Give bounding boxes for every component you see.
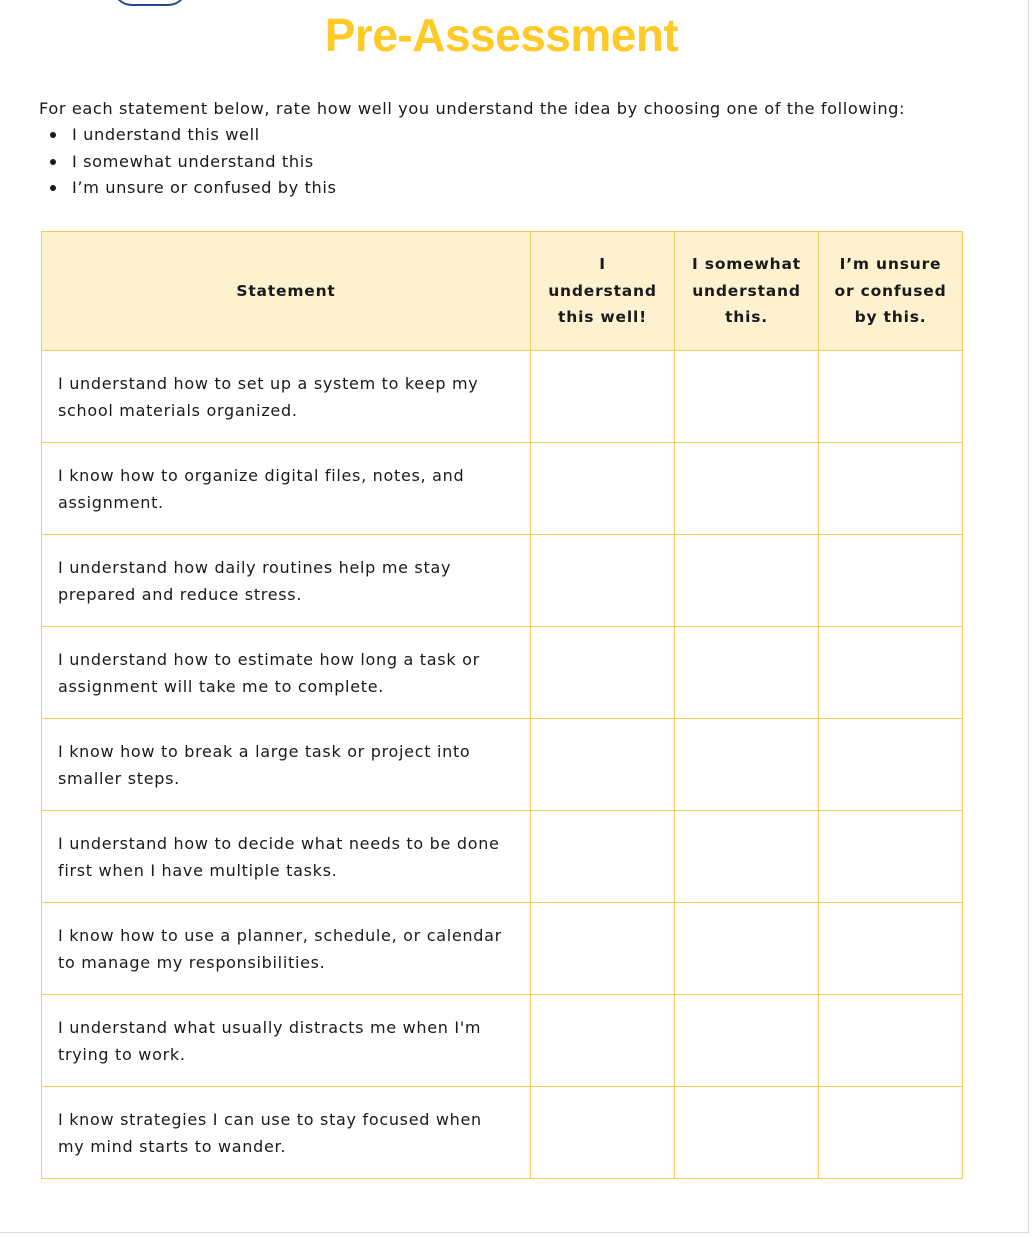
rating-cell-unsure[interactable] bbox=[819, 443, 963, 535]
rating-cell-unsure[interactable] bbox=[819, 627, 963, 719]
rating-cell-somewhat[interactable] bbox=[675, 719, 819, 811]
statement-cell: I understand how daily routines help me stay prepared and reduce stress. bbox=[42, 535, 531, 627]
rating-option-label: I’m unsure or confused by this bbox=[72, 178, 337, 197]
table-row bbox=[42, 903, 963, 995]
rating-cell-understand-well[interactable] bbox=[531, 903, 675, 995]
header-somewhat-understand: I somewhat understand this. bbox=[675, 232, 819, 351]
header-statement: Statement bbox=[42, 232, 531, 351]
rating-cell-understand-well[interactable] bbox=[531, 995, 675, 1087]
rating-cell-unsure[interactable] bbox=[819, 1087, 963, 1179]
rating-cell-understand-well[interactable] bbox=[531, 811, 675, 903]
table-row bbox=[42, 627, 963, 719]
rating-option bbox=[50, 175, 337, 202]
statement-cell: I understand how to decide what needs to be done first when I have multiple tasks. bbox=[42, 811, 531, 903]
rating-cell-understand-well[interactable] bbox=[531, 351, 675, 443]
rating-cell-somewhat[interactable] bbox=[675, 443, 819, 535]
statement-cell: I understand how to set up a system to keep my school materials organized. bbox=[42, 351, 531, 443]
assessment-table bbox=[41, 231, 963, 1179]
rating-option-label: I understand this well bbox=[72, 125, 260, 144]
table-header-row bbox=[42, 232, 963, 351]
header-unsure: I’m unsure or confused by this. bbox=[819, 232, 963, 351]
rating-cell-somewhat[interactable] bbox=[675, 535, 819, 627]
rating-cell-unsure[interactable] bbox=[819, 719, 963, 811]
rating-cell-understand-well[interactable] bbox=[531, 719, 675, 811]
rating-option bbox=[50, 149, 337, 176]
statement-cell: I know strategies I can use to stay focused when my mind starts to wander. bbox=[42, 1087, 531, 1179]
table-row bbox=[42, 811, 963, 903]
statement-cell: I know how to use a planner, schedule, or calendar to manage my responsibilities. bbox=[42, 903, 531, 995]
rating-cell-understand-well[interactable] bbox=[531, 535, 675, 627]
rating-options-list bbox=[50, 122, 337, 202]
rating-cell-understand-well[interactable] bbox=[531, 1087, 675, 1179]
rating-cell-unsure[interactable] bbox=[819, 535, 963, 627]
rating-cell-somewhat[interactable] bbox=[675, 995, 819, 1087]
rating-cell-understand-well[interactable] bbox=[531, 627, 675, 719]
rating-cell-unsure[interactable] bbox=[819, 995, 963, 1087]
page-title: Pre-Assessment bbox=[324, 9, 679, 61]
table-row bbox=[42, 1087, 963, 1179]
statement-cell: I know how to organize digital files, notes, and assignment. bbox=[42, 443, 531, 535]
table-row bbox=[42, 351, 963, 443]
table-row bbox=[42, 443, 963, 535]
instructions-text: For each statement below, rate how well you understand the idea by choosing one of the following: bbox=[39, 99, 906, 118]
rating-cell-unsure[interactable] bbox=[819, 903, 963, 995]
table-row bbox=[42, 535, 963, 627]
rating-cell-unsure[interactable] bbox=[819, 811, 963, 903]
rating-option bbox=[50, 122, 337, 149]
rating-cell-understand-well[interactable] bbox=[531, 443, 675, 535]
rating-cell-somewhat[interactable] bbox=[675, 1087, 819, 1179]
table-row bbox=[42, 995, 963, 1087]
rating-cell-somewhat[interactable] bbox=[675, 811, 819, 903]
rating-cell-somewhat[interactable] bbox=[675, 627, 819, 719]
statement-cell: I understand what usually distracts me when I'm trying to work. bbox=[42, 995, 531, 1087]
bullet-icon bbox=[50, 185, 56, 191]
bullet-icon bbox=[50, 132, 56, 138]
statement-cell: I understand how to estimate how long a task or assignment will take me to complete. bbox=[42, 627, 531, 719]
bullet-icon bbox=[50, 159, 56, 165]
table-row bbox=[42, 719, 963, 811]
rating-cell-somewhat[interactable] bbox=[675, 903, 819, 995]
rating-option-label: I somewhat understand this bbox=[72, 151, 314, 171]
rating-cell-unsure[interactable] bbox=[819, 351, 963, 443]
header-understand-well: I understand this well! bbox=[531, 232, 675, 351]
rating-cell-somewhat[interactable] bbox=[675, 351, 819, 443]
statement-cell: I know how to break a large task or project into smaller steps. bbox=[42, 719, 531, 811]
